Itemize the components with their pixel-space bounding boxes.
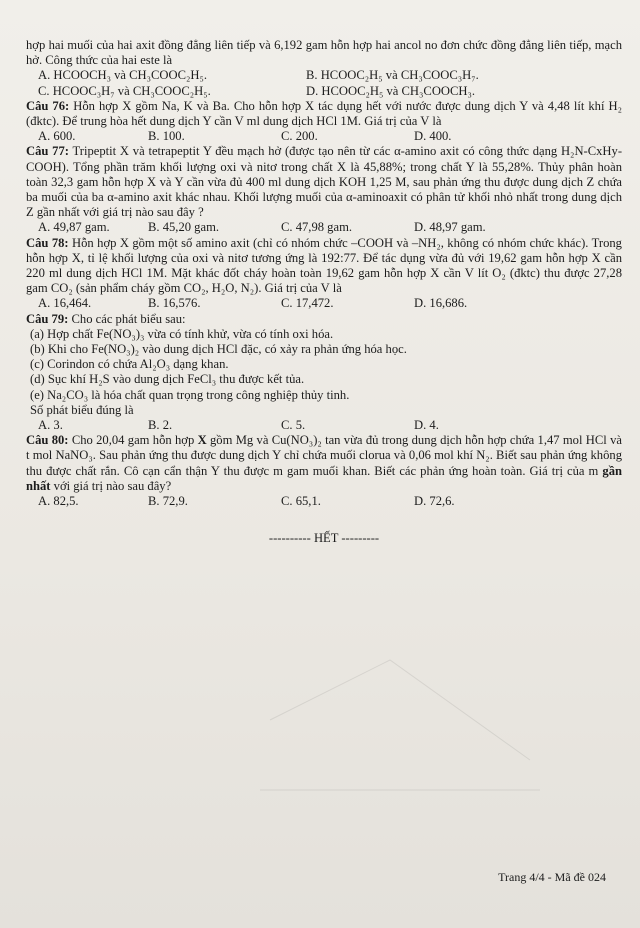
q79-statement-d: (d) Sục khí H₂S vào dung dịch FeCl₃ thu được kết tủa. bbox=[30, 372, 305, 387]
question-76-label: Câu 76: bbox=[26, 98, 70, 113]
q80-bold-near: gần nhất bbox=[26, 463, 622, 493]
q79-option-d: D. 4. bbox=[414, 418, 439, 433]
intro-option-c: C. HCOOC₃H₇ và CH₃COOC₂H₅. bbox=[38, 83, 211, 98]
q80-option-a: A. 82,5. bbox=[38, 494, 79, 509]
question-80-label: Câu 80: bbox=[26, 433, 69, 448]
q79-statement-a: (a) Hợp chất Fe(NO₃)₃ vừa có tính khử, vừa có tính oxi hóa. bbox=[30, 326, 334, 341]
q80-text-a: Cho 20,04 gam hỗn hợp bbox=[71, 433, 198, 448]
q78-option-a: A. 16,464. bbox=[38, 296, 92, 311]
question-77 bbox=[26, 144, 622, 220]
question-79 bbox=[26, 312, 622, 327]
q79-option-c: C. 5. bbox=[281, 418, 306, 433]
question-80 bbox=[26, 433, 622, 494]
question-79-label: Câu 79: bbox=[26, 311, 69, 326]
q78-option-c: C. 17,472. bbox=[281, 296, 334, 311]
q80-option-c: C. 65,1. bbox=[281, 494, 321, 509]
q80-text-b: gồm Mg và Cu(NO₃)₂ tan vừa đủ trong dung dịch hỗn hợp chứa 1,47 mol HCl và t mol NaNO₃. Sau phản ứng thu được dung dịch Y chỉ chứa muối clorua và 0,06 mol khí N₂. Biết sau phản ứng không thu được chất rắn. Cô cạn cẩn thận Y thu được m gam muối khan. Biết các phản ứng hoàn toàn. Giá trị của m bbox=[26, 433, 622, 478]
q79-ask: Số phát biểu đúng là bbox=[30, 402, 134, 417]
question-79-text: Cho các phát biểu sau: bbox=[71, 311, 186, 326]
q80-text-c: với giá trị nào sau đây? bbox=[50, 478, 172, 493]
intro-option-d: D. HCOOC₂H₅ và CH₃COOCH₃. bbox=[306, 83, 476, 98]
question-78-options bbox=[26, 296, 622, 311]
question-77-label: Câu 77: bbox=[26, 144, 69, 159]
q80-bold-x: X bbox=[197, 433, 207, 448]
question-76 bbox=[26, 99, 622, 129]
intro-text: hợp hai muối của hai axit đồng đẳng liên tiếp và 6,192 gam hỗn hợp hai ancol no đơn chức đồng đẳng liên tiếp, mạch hở. Công thức của hai este là bbox=[26, 38, 622, 68]
q76-option-d: D. 400. bbox=[414, 129, 452, 144]
bleed-through-marks bbox=[250, 640, 550, 840]
question-76-text: Hỗn hợp X gồm Na, K và Ba. Cho hỗn hợp X tác dụng hết với nước được dung dịch Y và 4,48 lít khí H₂ (đktc). Để trung hòa hết dung dịch Y cần V ml dung dịch HCl 1M. Giá trị của V là bbox=[26, 98, 622, 129]
question-78-text: Hỗn hợp X gồm một số amino axit (chỉ có nhóm chức –COOH và –NH₂, không có nhóm chức khác). Trong hỗn hợp X, tỉ lệ khối lượng của oxi và nitơ tương ứng là 192:77. Để tác dụng vừa đủ với 19,62 gam hỗn hợp X cần 220 ml dung dịch HCl 1M. Mặt khác đốt cháy hoàn toàn 19,62 gam hỗn hợp X cần V lít O₂ (đktc) thu được 27,28 gam CO₂ (sản phẩm cháy gồm CO₂, H₂O, N₂). Giá trị của V là bbox=[26, 235, 622, 296]
q77-option-b: B. 45,20 gam. bbox=[148, 220, 220, 235]
question-77-text: Tripeptit X và tetrapeptit Y đều mạch hở (được tạo nên từ các α-amino axit có công thức dạng H₂N-CxHy-COOH). Tổng phần trăm khối lượng oxi và nitơ trong chất X là 45,88%; trong chất Y là 55,28%. Thủy phân hoàn toàn 32,3 gam hỗn hợp X và Y cần vừa đủ 400 ml dung dịch KOH 1,25 M, sau phản ứng thu được dung dịch Z chứa ba muối của ba α-amino axit khác nhau. Khối lượng muối của α-aminoaxit có phân tử khối nhỏ nhất trong dung dịch Z gần nhất với giá trị nào sau đây ? bbox=[26, 144, 623, 220]
q79-statement-b: (b) Khi cho Fe(NO₃)₂ vào dung dịch HCl đặc, có xảy ra phản ứng hóa học. bbox=[30, 342, 407, 357]
q80-option-b: B. 72,9. bbox=[148, 494, 188, 509]
question-78-label: Câu 78: bbox=[26, 235, 69, 250]
q78-option-b: B. 16,576. bbox=[148, 296, 201, 311]
intro-options-row2 bbox=[26, 84, 622, 99]
q80-option-d: D. 72,6. bbox=[414, 494, 455, 509]
end-marker: ---------- HẾT --------- bbox=[268, 531, 380, 546]
question-80-options bbox=[26, 494, 622, 509]
exam-content bbox=[26, 38, 622, 547]
q78-option-d: D. 16,686. bbox=[414, 296, 468, 311]
intro-option-b: B. HCOOC₂H₅ và CH₃COOC₃H₇. bbox=[306, 68, 479, 83]
q76-option-b: B. 100. bbox=[148, 129, 185, 144]
intro-options-row1 bbox=[26, 68, 622, 83]
page-footer: Trang 4/4 - Mã đề 024 bbox=[498, 870, 606, 884]
question-76-options bbox=[26, 129, 622, 144]
q77-option-c: C. 47,98 gam. bbox=[281, 220, 353, 235]
q79-statement-e: (e) Na₂CO₃ là hóa chất quan trọng trong công nghiệp thủy tinh. bbox=[30, 387, 350, 402]
q79-statement-c: (c) Corindon có chứa Al₂O₃ dạng khan. bbox=[30, 357, 229, 372]
q79-option-a: A. 3. bbox=[38, 418, 63, 433]
q79-option-b: B. 2. bbox=[148, 418, 173, 433]
q77-option-d: D. 48,97 gam. bbox=[414, 220, 486, 235]
question-79-options bbox=[26, 418, 622, 433]
question-77-options bbox=[26, 220, 622, 235]
q77-option-a: A. 49,87 gam. bbox=[38, 220, 110, 235]
q76-option-a: A. 600. bbox=[38, 129, 76, 144]
question-78 bbox=[26, 236, 622, 297]
intro-option-a: A. HCOOCH₃ và CH₃COOC₂H₅. bbox=[38, 68, 208, 83]
q76-option-c: C. 200. bbox=[281, 129, 318, 144]
